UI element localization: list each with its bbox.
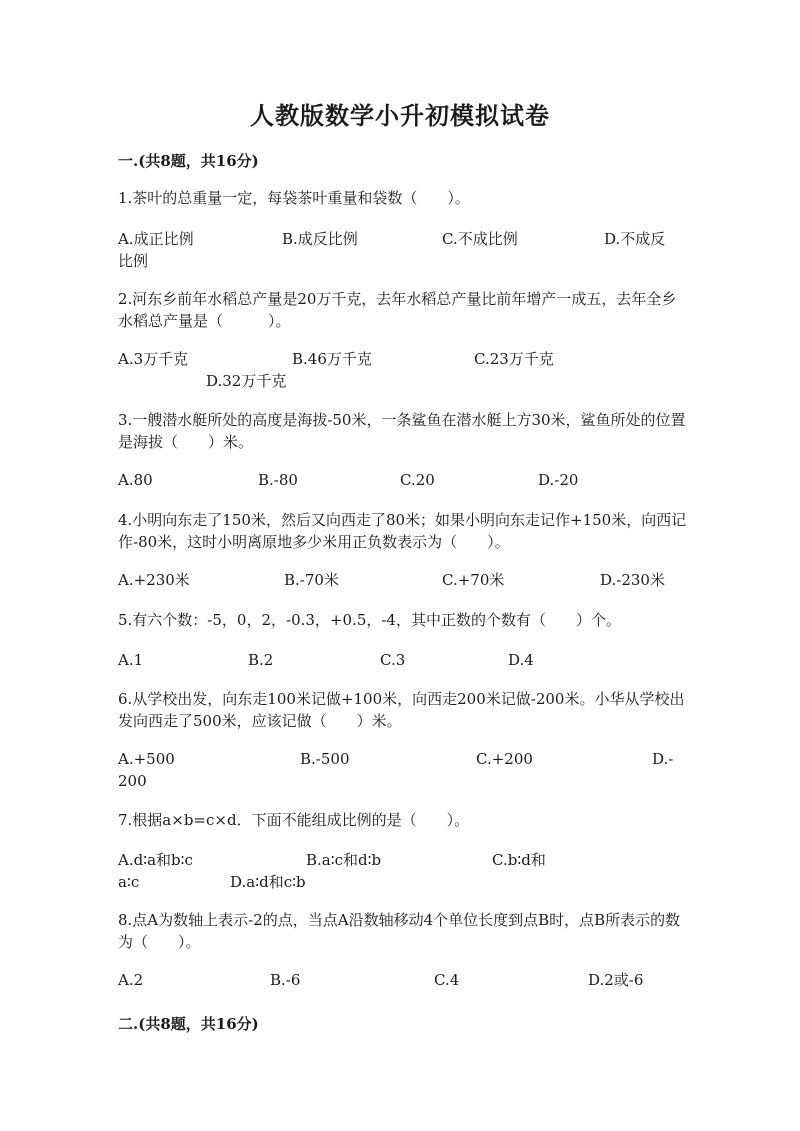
option-c[interactable]: C.+70米 — [442, 571, 505, 589]
question-2: 2.河东乡前年水稻总产量是20万千克，去年水稻总产量比前年增产一成五，去年全乡水稻总产量是（ ）。 — [118, 290, 677, 330]
option-b[interactable]: B.成反比例 — [282, 230, 358, 248]
option-b[interactable]: B.-6 — [270, 971, 301, 989]
question-2-options — [118, 348, 688, 392]
question-5-options — [118, 649, 688, 693]
option-d[interactable]: D.32万千克 — [206, 372, 287, 390]
option-b[interactable]: B.46万千克 — [292, 350, 372, 368]
question-4-options — [118, 569, 688, 613]
option-a[interactable]: A.80 — [118, 471, 153, 489]
question-1: 1.茶叶的总重量一定，每袋茶叶重量和袋数（ ）。 — [118, 189, 470, 207]
option-b[interactable]: B.-500 — [300, 750, 350, 768]
option-d[interactable]: D.-230米 — [600, 571, 665, 589]
option-b[interactable]: B.-70米 — [284, 571, 339, 589]
option-a[interactable]: A.3万千克 — [118, 350, 189, 368]
option-c[interactable]: C.3 — [380, 651, 406, 669]
section-heading-2: 二.(共8题，共16分) — [118, 1015, 259, 1033]
question-8: 8.点A为数轴上表示-2的点，当点A沿数轴移动4个单位长度到点B时，点B所表示的数为（ ）。 — [118, 911, 681, 951]
option-d-continued: 200 — [118, 772, 147, 790]
question-7: 7.根据a×b=c×d．下面不能组成比例的是（ ）。 — [118, 811, 470, 829]
section-heading-1: 一.(共8题，共16分) — [118, 152, 259, 170]
option-a[interactable]: A.成正比例 — [118, 230, 194, 248]
question-5: 5.有六个数：-5，0，2，-0.3，+0.5，-4，其中正数的个数有（ ）个。 — [118, 611, 621, 629]
question-6: 6.从学校出发，向东走100米记做+100米，向西走200米记做-200米。小华从学校出发向西走了500米，应该记做（ ）米。 — [118, 690, 685, 730]
option-a[interactable]: A.+500 — [118, 750, 175, 768]
page-title: 人教版数学小升初模拟试卷 — [250, 101, 550, 130]
option-c[interactable]: C.23万千克 — [474, 350, 554, 368]
question-8-options — [118, 969, 688, 1013]
option-d[interactable]: D.- — [652, 750, 674, 768]
question-1-options — [118, 228, 688, 272]
option-c[interactable]: C.4 — [434, 971, 460, 989]
option-d[interactable]: D.2或-6 — [588, 971, 644, 989]
question-3: 3.一艘潜水艇所处的高度是海拔-50米，一条鲨鱼在潜水艇上方30米，鲨鱼所处的位置是海拔（ ）米。 — [118, 411, 686, 451]
option-d[interactable]: D.a∶d和c∶b — [230, 873, 306, 891]
option-c[interactable]: C.b∶d和 — [492, 851, 546, 869]
option-d[interactable]: D.-20 — [538, 471, 579, 489]
question-6-options — [118, 748, 688, 792]
option-b[interactable]: B.2 — [248, 651, 274, 669]
option-d[interactable]: D.4 — [508, 651, 534, 669]
option-b[interactable]: B.a∶c和d∶b — [306, 851, 382, 869]
question-7-options — [118, 849, 688, 893]
option-d[interactable]: D.不成反 — [604, 230, 666, 248]
option-a[interactable]: A.d∶a和b∶c — [118, 851, 193, 869]
option-a[interactable]: A.2 — [118, 971, 144, 989]
option-d-continued: 比例 — [118, 252, 149, 270]
option-a[interactable]: A.+230米 — [118, 571, 190, 589]
option-c[interactable]: C.+200 — [476, 750, 533, 768]
question-4: 4.小明向东走了150米，然后又向西走了80米；如果小明向东走记作+150米，向西记作-80米，这时小明离原地多少米用正负数表示为（ ）。 — [118, 511, 687, 551]
option-c[interactable]: C.20 — [400, 471, 435, 489]
question-3-options — [118, 469, 688, 513]
option-c[interactable]: C.不成比例 — [442, 230, 518, 248]
option-b[interactable]: B.-80 — [258, 471, 298, 489]
option-a[interactable]: A.1 — [118, 651, 144, 669]
option-c-continued: a∶c — [118, 873, 140, 891]
